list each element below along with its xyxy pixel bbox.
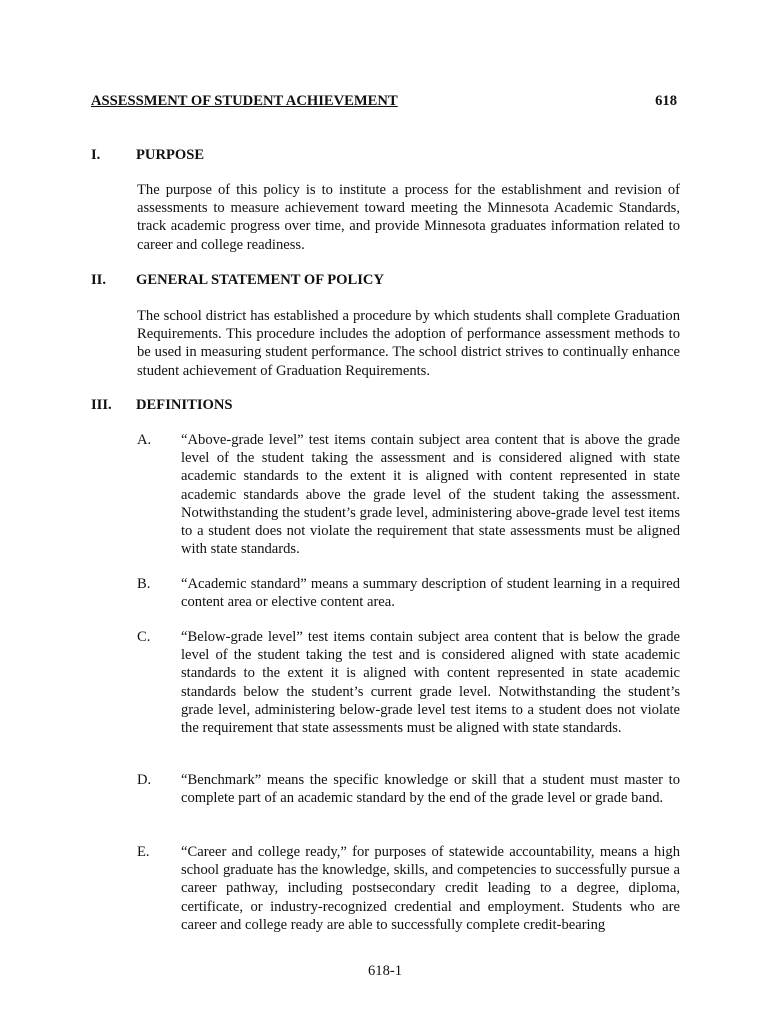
definition-item-c [137, 628, 680, 737]
definition-text: “Career and college ready,” for purposes of statewide accountability, means a high school graduate has the knowledge, skills, and competencies to successfully pursue a career pathway, including postsecondary credit leading to a degree, diploma, certificate, or industry-recognized credential and employment. Students who are career and college ready are able to successfully complete credit-bearing [181, 844, 680, 933]
section-number: II. [91, 272, 107, 288]
section-title: GENERAL STATEMENT OF POLICY [136, 272, 384, 288]
page-footer-number: 618-1 [367, 963, 403, 979]
purpose-paragraph: The purpose of this policy is to institute a process for the establishment and revision of assessments to measure achievement toward meeting the Minnesota Academic Standards, track academic progress over time, and provide Minnesota graduates information related to career and college readiness. [137, 182, 680, 253]
general-statement-paragraph: The school district has established a procedure by which students shall complete Graduation Requirements. This procedure includes the adoption of performance assessment methods to be used in measuring student performance. The school district strives to continually enhance student achievement of Graduation Requirements. [137, 308, 680, 379]
section-heading-general-statement [91, 272, 384, 289]
definition-item-e [137, 843, 680, 934]
section-heading-definitions [91, 397, 233, 414]
page-header [91, 93, 677, 110]
policy-title: ASSESSMENT OF STUDENT ACHIEVEMENT [91, 93, 398, 109]
section-number: III. [91, 397, 112, 413]
section-title: DEFINITIONS [136, 397, 233, 413]
definition-text: “Academic standard” means a summary description of student learning in a required content area or elective content area. [181, 576, 680, 611]
section-number: I. [91, 147, 101, 163]
definition-letter: C. [137, 629, 151, 645]
definition-item-a [137, 431, 680, 558]
definition-letter: D. [137, 772, 152, 788]
definition-letter: A. [137, 432, 152, 448]
definition-letter: E. [137, 844, 150, 860]
policy-number: 618 [655, 93, 677, 109]
definition-letter: B. [137, 576, 151, 592]
definition-text: “Benchmark” means the specific knowledge or skill that a student must master to complete part of an academic standard by the end of the grade level or grade band. [181, 772, 680, 807]
definition-text: “Above-grade level” test items contain subject area content that is above the grade level of the student taking the assessment and is considered aligned with state academic standards to the extent it is aligned with content represented in state academic standards above the grade level of the student taking the assessment. Notwithstanding the student’s grade level, administering above-grade level test items to a student does not violate the requirement that state assessments must be aligned with state standards. [181, 432, 680, 558]
section-title: PURPOSE [136, 147, 205, 163]
section-heading-purpose [91, 147, 204, 164]
definition-item-b [137, 575, 680, 611]
definition-item-d [137, 771, 680, 807]
definition-text: “Below-grade level” test items contain subject area content that is below the grade level of the student taking the test and is considered aligned with state academic standards to the extent it is aligned with content represented in state academic standards below the student’s current grade level. Notwithstanding the student’s grade level, administering below-grade level test items to a student does not violate the requirement that state assessments must be aligned with state standards. [181, 629, 680, 737]
